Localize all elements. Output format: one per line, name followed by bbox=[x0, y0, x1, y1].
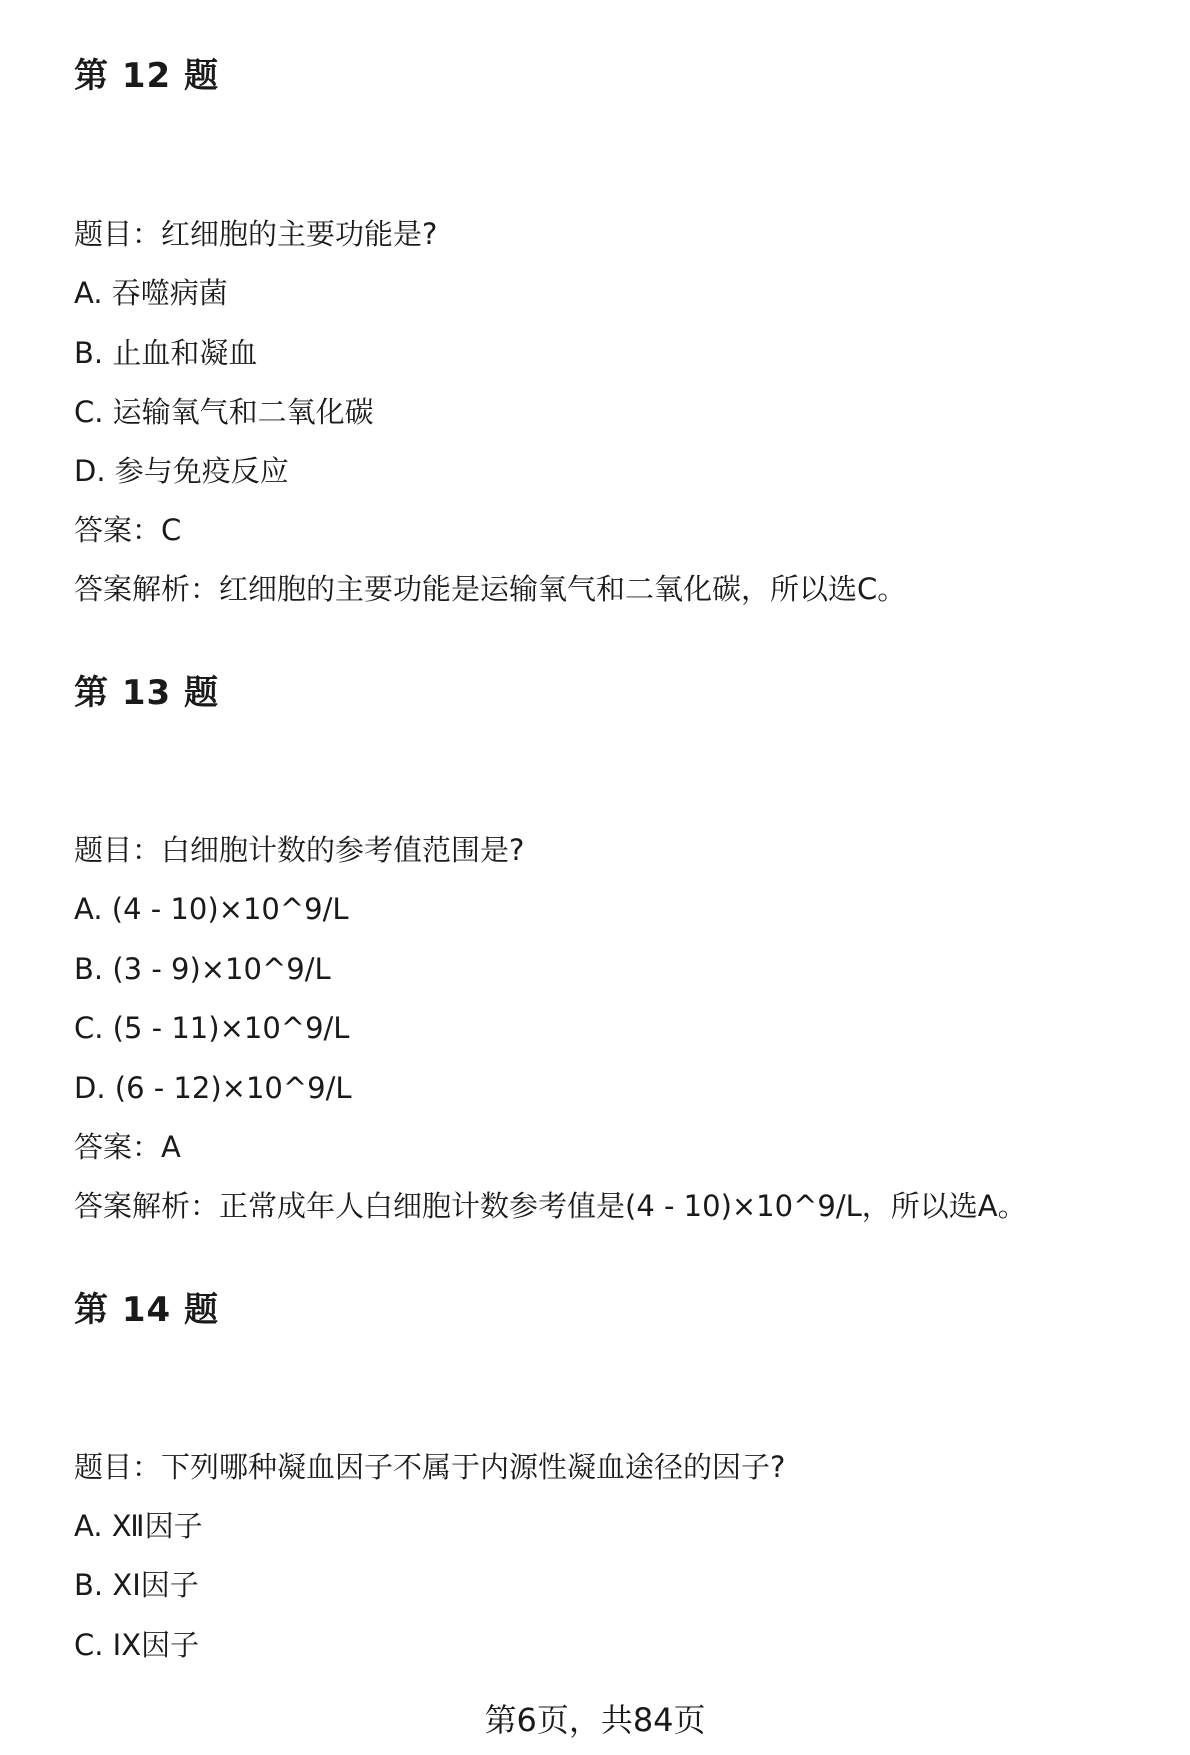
question-13-stem: 题目：白细胞计数的参考值范围是? bbox=[74, 833, 525, 867]
question-13-option-a: A. (4 - 10)×10^9/L bbox=[74, 892, 349, 926]
question-12-stem: 题目：红细胞的主要功能是? bbox=[74, 217, 438, 251]
question-13-heading: 第 13 题 bbox=[74, 673, 219, 713]
question-13-option-b: B. (3 - 9)×10^9/L bbox=[74, 952, 331, 986]
question-12-option-b: B. 止血和凝血 bbox=[74, 336, 258, 370]
question-14-heading: 第 14 题 bbox=[74, 1290, 219, 1330]
question-14-option-a: A. Ⅻ因子 bbox=[74, 1509, 203, 1543]
question-12-option-d: D. 参与免疫反应 bbox=[74, 454, 289, 488]
question-13-explanation: 答案解析：正常成年人白细胞计数参考值是(4 - 10)×10^9/L，所以选A。 bbox=[74, 1189, 1027, 1223]
question-14-option-c: C. IX因子 bbox=[74, 1628, 200, 1662]
question-12-option-a: A. 吞噬病菌 bbox=[74, 276, 228, 310]
question-13-answer: 答案：A bbox=[74, 1130, 181, 1164]
question-12-explanation: 答案解析：红细胞的主要功能是运输氧气和二氧化碳，所以选C。 bbox=[74, 572, 907, 606]
question-14-option-b: B. XI因子 bbox=[74, 1568, 199, 1602]
question-14-stem: 题目：下列哪种凝血因子不属于内源性凝血途径的因子? bbox=[74, 1450, 786, 1484]
page-indicator: 第6页，共84页 bbox=[484, 1701, 706, 1739]
question-13-option-d: D. (6 - 12)×10^9/L bbox=[74, 1071, 352, 1105]
question-12-option-c: C. 运输氧气和二氧化碳 bbox=[74, 395, 374, 429]
question-13-option-c: C. (5 - 11)×10^9/L bbox=[74, 1011, 350, 1045]
question-12-answer: 答案：C bbox=[74, 513, 182, 547]
question-12-heading: 第 12 题 bbox=[74, 56, 219, 96]
